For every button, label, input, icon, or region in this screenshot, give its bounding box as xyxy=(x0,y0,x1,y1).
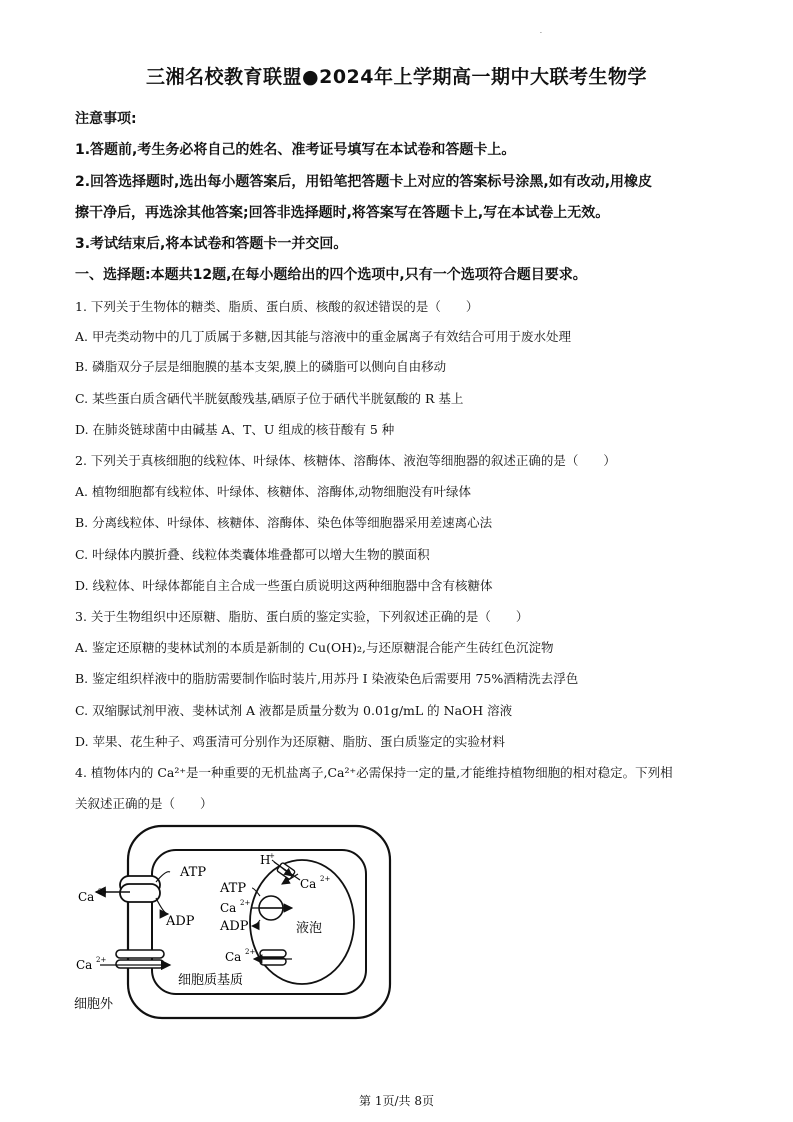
label-atp-membrane: ATP xyxy=(180,865,207,880)
q2-option-b: B. 分离线粒体、叶绿体、核糖体、溶酶体、染色体等细胞器采用差速离心法 xyxy=(75,515,493,530)
label-ca-cyto-2: Ca xyxy=(225,950,242,964)
label-ca-out-2-sup: 2+ xyxy=(96,956,107,964)
notice-item-1: 1.答题前,考生务必将自己的姓名、准考证号填写在本试卷和答题卡上。 xyxy=(75,142,516,158)
label-ca-vac: Ca xyxy=(300,877,317,891)
page-footer: 第 1页/共 8页 xyxy=(359,1094,434,1108)
notice-item-2-line1: 2.回答选择题时,选出每小题答案后，用铅笔把答题卡上对应的答案标号涂黑,如有改动,用橡皮 xyxy=(75,174,653,190)
q4-stem-line2: 关叙述正确的是（ ） xyxy=(75,796,213,811)
page-title: 三湘名校教育联盟●2024年上学期高一期中大联考生物学 xyxy=(146,66,647,88)
section-heading: 一、选择题:本题共12题,在每小题给出的四个选项中,只有一个选项符合题目要求。 xyxy=(75,267,587,283)
q3-stem: 3. 关于生物组织中还原糖、脂肪、蛋白质的鉴定实验，下列叙述正确的是（ ） xyxy=(75,609,529,624)
vacuole-ca-channel xyxy=(260,950,286,965)
label-h-sup: + xyxy=(269,852,275,860)
q2-stem: 2. 下列关于真核细胞的线粒体、叶绿体、核糖体、溶酶体、液泡等细胞器的叙述正确的是（ ） xyxy=(75,453,616,468)
label-ca-out-1-sup: 2+ xyxy=(98,888,109,896)
q1-option-c: C. 某些蛋白质含硒代半胱氨酸残基,硒原子位于硒代半胱氨酸的 R 基上 xyxy=(75,391,464,406)
q3-option-c: C. 双缩脲试剂甲液、斐林试剂 A 液都是质量分数为 0.01g/mL 的 NaOH 溶液 xyxy=(75,703,513,718)
q1-option-d: D. 在肺炎链球菌中由碱基 A、T、U 组成的核苷酸有 5 种 xyxy=(75,422,395,437)
notice-item-2-line2: 擦干净后，再选涂其他答案;回答非选择题时,将答案写在答题卡上,写在本试卷上无效。 xyxy=(75,205,610,221)
q2-option-c: C. 叶绿体内膜折叠、线粒体类囊体堆叠都可以增大生物的膜面积 xyxy=(75,547,430,562)
q3-option-d: D. 苹果、花生种子、鸡蛋清可分别作为还原糖、脂肪、蛋白质鉴定的实验材料 xyxy=(75,734,506,749)
scan-dot: · xyxy=(540,30,542,37)
q3-option-b: B. 鉴定组织样液中的脂肪需要制作临时装片,用苏丹 I 染液染色后需要用 75%酒精洗去浮色 xyxy=(75,671,579,686)
cell-diagram xyxy=(70,822,400,1022)
membrane-ca-pump xyxy=(120,876,160,902)
label-cytoplasm: 细胞质基质 xyxy=(178,973,244,988)
label-outside: 细胞外 xyxy=(74,997,114,1012)
q2-option-d: D. 线粒体、叶绿体都能自主合成一些蛋白质说明这两种细胞器中含有核糖体 xyxy=(75,578,493,593)
q3-option-a: A. 鉴定还原糖的斐林试剂的本质是新制的 Cu(OH)₂,与还原糖混合能产生砖红色沉淀物 xyxy=(75,640,554,655)
label-atp-vacuole: ATP xyxy=(220,881,247,896)
label-ca-vac-sup: 2+ xyxy=(320,875,331,883)
label-ca-cyto-sup: 2+ xyxy=(240,899,251,907)
q2-option-a: A. 植物细胞都有线粒体、叶绿体、核糖体、溶酶体,动物细胞没有叶绿体 xyxy=(75,484,471,499)
q1-stem: 1. 下列关于生物体的糖类、脂质、蛋白质、核酸的叙述错误的是（ ） xyxy=(75,299,479,314)
label-adp-membrane: ADP xyxy=(166,914,195,929)
q4-stem-line1: 4. 植物体内的 Ca²⁺是一种重要的无机盐离子,Ca²⁺必需保持一定的量,才能维持植物细胞的相对稳定。下列相 xyxy=(75,765,673,780)
label-ca-out-1: Ca xyxy=(78,890,95,904)
label-adp-vacuole: ADP xyxy=(220,919,249,934)
label-h: H xyxy=(260,853,271,867)
notice-heading: 注意事项: xyxy=(75,111,137,127)
label-ca-cyto: Ca xyxy=(220,901,237,915)
q1-option-a: A. 甲壳类动物中的几丁质属于多糖,因其能与溶液中的重金属离子有效结合可用于废水处理 xyxy=(75,329,571,344)
label-ca-cyto-2-sup: 2+ xyxy=(245,948,256,956)
label-vacuole: 液泡 xyxy=(296,921,323,936)
notice-item-3: 3.考试结束后,将本试卷和答题卡一并交回。 xyxy=(75,236,348,252)
q1-option-b: B. 磷脂双分子层是细胞膜的基本支架,膜上的磷脂可以侧向自由移动 xyxy=(75,359,447,374)
label-ca-out-2: Ca xyxy=(76,958,93,972)
